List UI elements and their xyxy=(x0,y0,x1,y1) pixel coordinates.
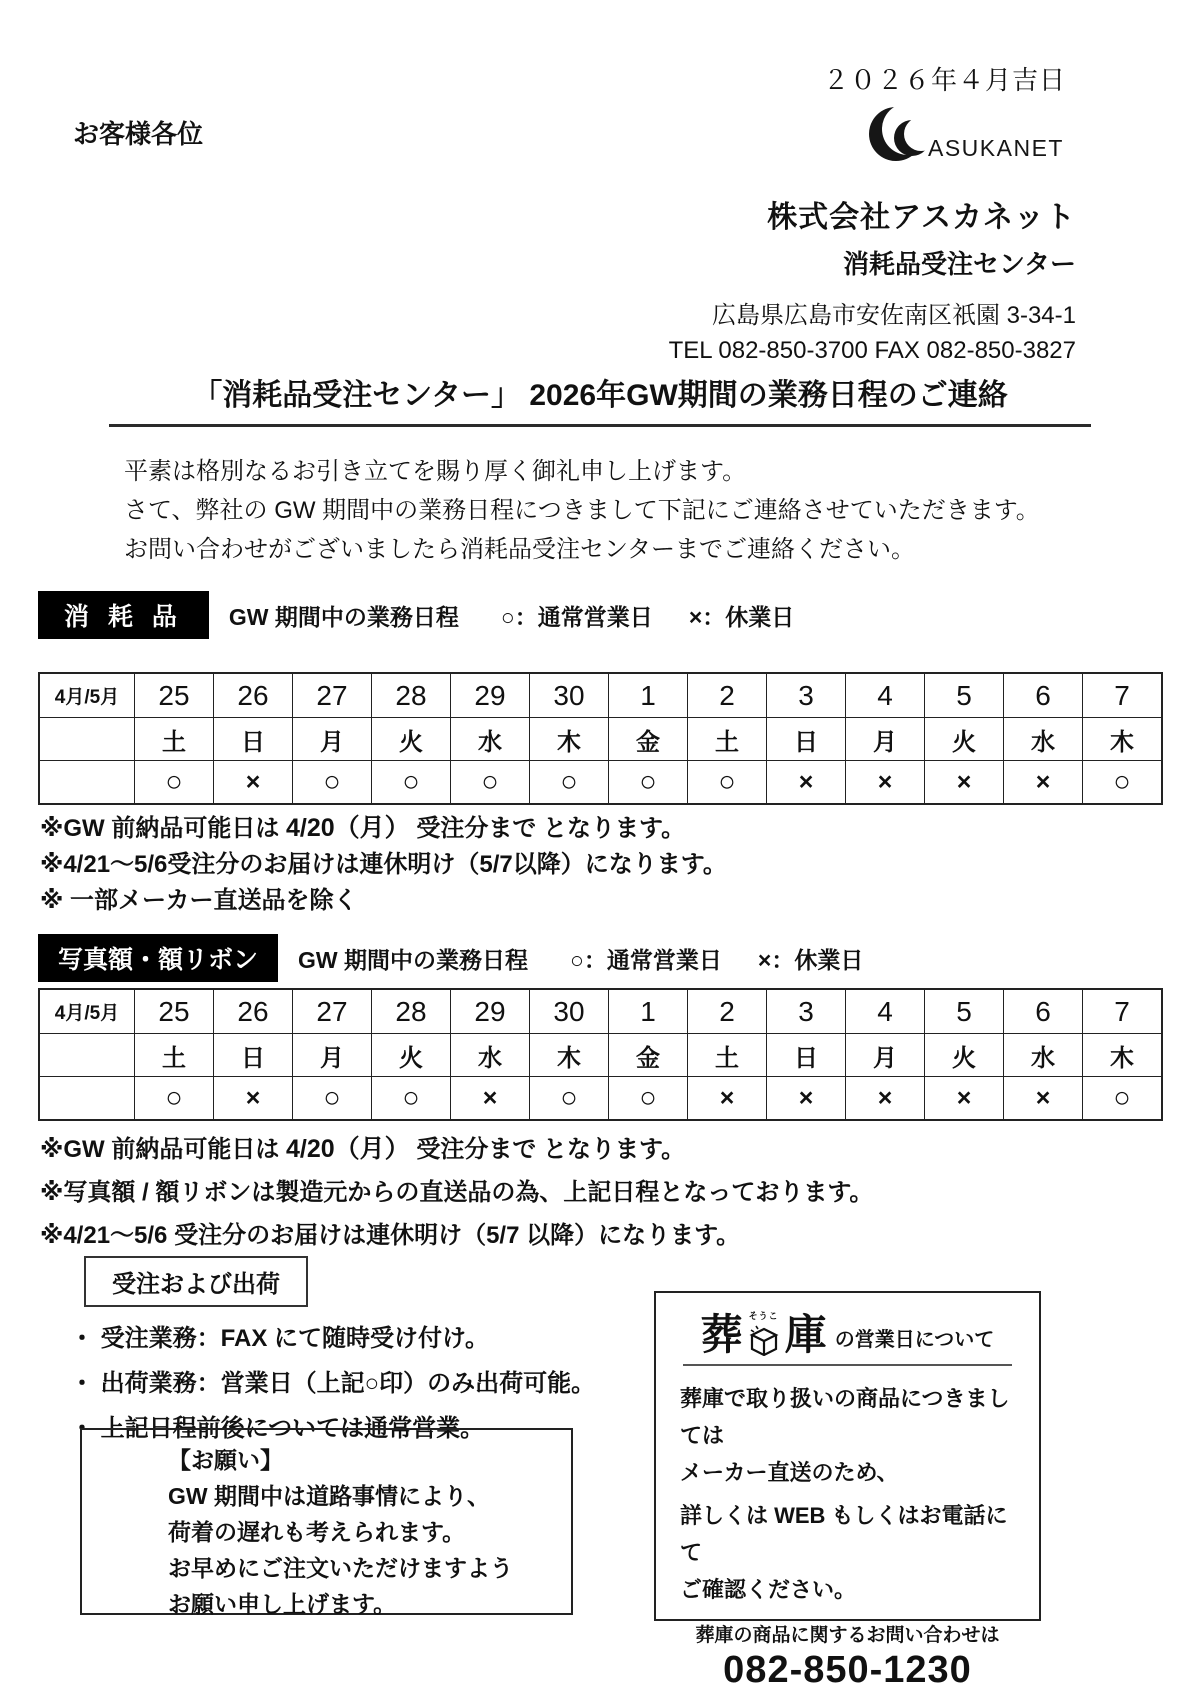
weekday-cell: 月 xyxy=(845,1033,924,1076)
section-consumables-header xyxy=(38,591,794,639)
status-mark-cell xyxy=(40,760,134,803)
legend-closed-mark: ×：休業日 xyxy=(757,946,864,973)
legend-title: GW 期間中の業務日程 xyxy=(228,603,459,630)
month-corner-cell: 4月/5月 xyxy=(54,1003,120,1024)
weekday-cell: 木 xyxy=(529,717,608,760)
shipping-item: ・ 出荷業務：営業日（上記○印）のみ出荷可能。 xyxy=(70,1370,596,1397)
legend-title: GW 期間中の業務日程 xyxy=(298,946,529,973)
weekday-cell: 水 xyxy=(1003,717,1082,760)
weekday-cell: 日 xyxy=(213,717,292,760)
note-line: ※GW 前納品可能日は 4/20（月） 受注分まで となります。 xyxy=(40,814,686,842)
date-cell: 26 xyxy=(213,990,292,1033)
weekday-cell: 木 xyxy=(529,1033,608,1076)
sender-block xyxy=(669,192,1076,365)
legend-open-mark: ○：通常営業日 xyxy=(570,946,722,973)
date-cell: 4 xyxy=(845,674,924,717)
status-mark-cell: × xyxy=(845,1076,924,1119)
request-line: お願い申し上げます。 xyxy=(168,1591,397,1617)
shipping-heading: 受注および出荷 xyxy=(84,1256,308,1307)
consumables-label: 消 耗 品 xyxy=(38,591,209,639)
frames-label: 写真額・額リボン xyxy=(38,934,278,982)
soko-brand-first: 葬 xyxy=(700,1311,743,1358)
sender-telfax: TEL 082-850-3700 FAX 082-850-3827 xyxy=(668,337,1076,364)
soko-furigana: そうこ xyxy=(748,1311,779,1321)
date-cell: 5 xyxy=(924,990,1003,1033)
consumables-schedule-table xyxy=(38,672,1163,805)
frames-notes xyxy=(40,1128,873,1257)
weekday-cell: 木 xyxy=(1082,1033,1161,1076)
soko-line: 葬庫で取り扱いの商品につきましては xyxy=(680,1386,1010,1448)
date-cell: 7 xyxy=(1082,674,1161,717)
weekday-cell: 土 xyxy=(134,717,213,760)
date-cell: 3 xyxy=(766,990,845,1033)
weekday-cell: 土 xyxy=(134,1033,213,1076)
status-mark-cell: × xyxy=(845,760,924,803)
weekday-cell: 月 xyxy=(292,717,371,760)
status-mark-cell: ○ xyxy=(371,760,450,803)
letter-date: ２０２６年４月吉日 xyxy=(822,65,1066,95)
soko-line: メーカー直送のため、 xyxy=(680,1460,899,1485)
sender-address: 広島県広島市安佐南区祇園 3-34-1 xyxy=(711,302,1076,329)
status-mark-cell: ○ xyxy=(292,760,371,803)
weekday-cell: 火 xyxy=(371,717,450,760)
date-cell: 29 xyxy=(450,990,529,1033)
date-cell: 1 xyxy=(608,990,687,1033)
weekday-cell: 火 xyxy=(371,1033,450,1076)
status-mark-cell: × xyxy=(213,1076,292,1119)
weekday-cell: 日 xyxy=(766,717,845,760)
date-cell: 25 xyxy=(134,674,213,717)
greeting-line: さて、弊社の GW 期間中の業務日程につきまして下記にご連絡させていただきます。 xyxy=(124,497,1040,524)
soko-brand-second: 庫 xyxy=(784,1311,827,1358)
shipping-item: ・ 受注業務：FAX にて随時受け付け。 xyxy=(70,1325,490,1352)
date-cell: 3 xyxy=(766,674,845,717)
soko-line: ご確認ください。 xyxy=(680,1577,857,1602)
sender-department: 消耗品受注センター xyxy=(843,249,1076,279)
consumables-notes xyxy=(40,810,727,919)
shipping-item: ・ 上記日程前後については通常営業。 xyxy=(70,1415,485,1442)
page-title: 「消耗品受注センター」 2026年GW期間の業務日程のご連絡 xyxy=(109,370,1091,427)
title-row xyxy=(0,370,1200,427)
request-line: 荷着の遅れも考えられます。 xyxy=(168,1519,466,1545)
weekday-cell: 水 xyxy=(450,717,529,760)
weekday-cell: 月 xyxy=(845,717,924,760)
weekday-cell: 月 xyxy=(292,1033,371,1076)
date-cell: 30 xyxy=(529,990,608,1033)
status-mark-cell: ○ xyxy=(1082,1076,1161,1119)
greeting-line: 平素は格別なるお引き立てを賜り厚く御礼申し上げます。 xyxy=(124,458,747,485)
status-mark-cell: × xyxy=(213,760,292,803)
date-cell: 7 xyxy=(1082,990,1161,1033)
date-cell: 5 xyxy=(924,674,1003,717)
note-line: ※GW 前納品可能日は 4/20（月） 受注分まで となります。 xyxy=(40,1135,686,1163)
weekday-cell: 日 xyxy=(766,1033,845,1076)
weekday-cell: 金 xyxy=(608,1033,687,1076)
logo-wordmark: ASUKANET xyxy=(928,135,1064,161)
date-cell: 2 xyxy=(687,674,766,717)
soko-cube-wrap xyxy=(744,1309,784,1356)
weekday-cell: 土 xyxy=(687,717,766,760)
request-box xyxy=(80,1428,573,1615)
date-cell: 6 xyxy=(1003,674,1082,717)
schedule-legend xyxy=(229,599,794,632)
recipient-line: お客様各位 xyxy=(73,119,204,149)
date-cell: 26 xyxy=(213,674,292,717)
weekday-cell: 日 xyxy=(213,1033,292,1076)
date-cell: 28 xyxy=(371,674,450,717)
date-cell: 6 xyxy=(1003,990,1082,1033)
status-mark-cell: × xyxy=(687,1076,766,1119)
status-mark-cell: ○ xyxy=(1082,760,1161,803)
weekday-cell: 金 xyxy=(608,717,687,760)
status-mark-cell: ○ xyxy=(134,1076,213,1119)
status-mark-cell: ○ xyxy=(134,760,213,803)
weekday-cell: 土 xyxy=(687,1033,766,1076)
date-cell: 1 xyxy=(608,674,687,717)
legend-open-mark: ○：通常営業日 xyxy=(500,603,653,630)
note-line: ※4/21～5/6受注分のお届けは連休明け（5/7以降）になります。 xyxy=(40,851,727,878)
soko-suffix: の営業日について xyxy=(834,1329,995,1351)
request-line: お早めにご注文いただけますよう xyxy=(168,1555,513,1581)
note-line: ※ 一部メーカー直送品を除く xyxy=(40,887,358,914)
status-mark-cell: × xyxy=(1003,760,1082,803)
date-cell: 29 xyxy=(450,674,529,717)
status-mark-cell: ○ xyxy=(529,1076,608,1119)
month-corner-cell: 4月/5月 xyxy=(54,687,120,708)
status-mark-cell: ○ xyxy=(687,760,766,803)
asukanet-logo xyxy=(868,96,1064,174)
date-cell: 2 xyxy=(687,990,766,1033)
weekday-cell: 木 xyxy=(1082,717,1161,760)
greeting-paragraph xyxy=(124,452,1040,569)
section-frames-header xyxy=(38,934,863,982)
status-mark-cell: × xyxy=(766,760,845,803)
weekday-cell xyxy=(40,1033,134,1076)
date-cell: 25 xyxy=(134,990,213,1033)
status-mark-cell: ○ xyxy=(529,760,608,803)
soko-header xyxy=(683,1309,1012,1366)
status-mark-cell: × xyxy=(450,1076,529,1119)
weekday-cell: 水 xyxy=(450,1033,529,1076)
request-heading: 【お願い】 xyxy=(168,1447,283,1473)
weekday-cell: 火 xyxy=(924,1033,1003,1076)
weekday-cell: 火 xyxy=(924,717,1003,760)
status-mark-cell: ○ xyxy=(450,760,529,803)
date-cell: 27 xyxy=(292,674,371,717)
date-cell: 4 xyxy=(845,990,924,1033)
status-mark-cell: ○ xyxy=(608,760,687,803)
note-line: ※4/21～5/6 受注分のお届けは連休明け（5/7 以降）になります。 xyxy=(40,1222,741,1249)
date-cell: 30 xyxy=(529,674,608,717)
date-cell: 27 xyxy=(292,990,371,1033)
status-mark-cell: ○ xyxy=(371,1076,450,1119)
request-line: GW 期間中は道路事情により、 xyxy=(168,1483,490,1509)
weekday-cell: 水 xyxy=(1003,1033,1082,1076)
frames-schedule-table xyxy=(38,988,1163,1121)
status-mark-cell: × xyxy=(924,760,1003,803)
soko-contact-label: 葬庫の商品に関するお問い合わせは xyxy=(695,1625,1000,1646)
status-mark-cell: × xyxy=(1003,1076,1082,1119)
greeting-line: お問い合わせがございましたら消耗品受注センターまでご連絡ください。 xyxy=(124,536,916,563)
soko-info-box xyxy=(654,1291,1041,1691)
soko-phone-number: 082-850-1230 xyxy=(723,1649,972,1691)
status-mark-cell: ○ xyxy=(608,1076,687,1119)
date-cell: 28 xyxy=(371,990,450,1033)
status-mark-cell xyxy=(40,1076,134,1119)
status-mark-cell: × xyxy=(766,1076,845,1119)
status-mark-cell: × xyxy=(924,1076,1003,1119)
soko-body xyxy=(656,1366,1039,1608)
status-mark-cell: ○ xyxy=(292,1076,371,1119)
soko-line: 詳しくは WEB もしくはお電話にて xyxy=(680,1503,1008,1565)
sender-company: 株式会社アスカネット xyxy=(767,201,1076,234)
schedule-legend xyxy=(298,942,863,975)
note-line: ※写真額 / 額リボンは製造元からの直送品の為、上記日程となっております。 xyxy=(40,1179,874,1206)
weekday-cell xyxy=(40,717,134,760)
legend-closed-mark: ×：休業日 xyxy=(688,603,795,630)
open-box-icon xyxy=(746,1322,782,1356)
